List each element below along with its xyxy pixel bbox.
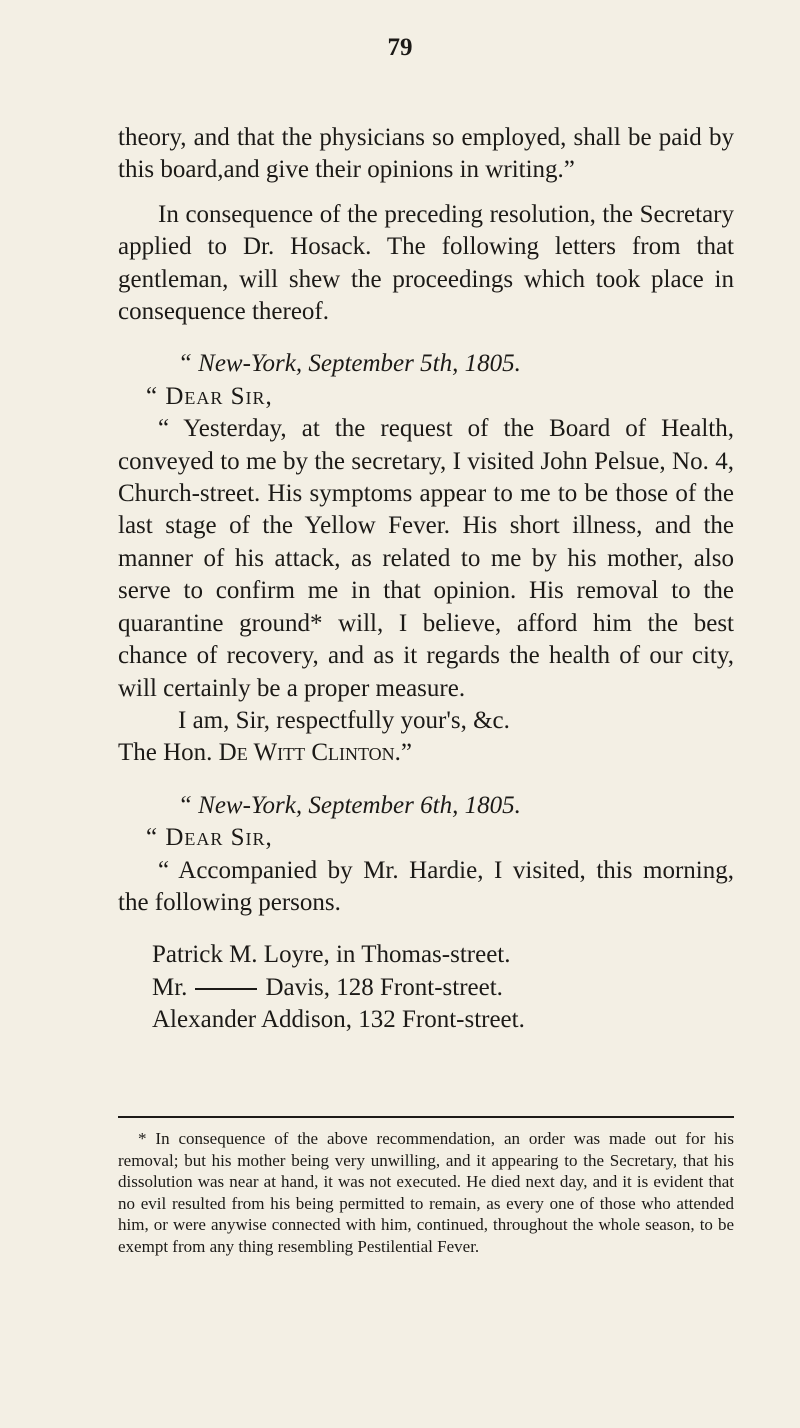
footnote-text: * In consequence of the above recommendation, an order was made out for his removal; but his mother being very unwilling, and it appearing to the Secretary, that his dissolution was near at hand, it was not executed. He died next day, and it is evident that no evil resulted from his being permitted to remain, as every one of those who attended him, or were anywise connected with him, continued, throughout the whole season, to be exempt from any thing resembling Pestilential Fever. xyxy=(118,1129,734,1256)
person-davis-prefix: Mr. xyxy=(152,973,188,1001)
footnote xyxy=(118,1128,734,1257)
letter2-dateline: “ New-York, September 6th, 1805. xyxy=(178,791,521,819)
person-davis-suffix: Davis, 128 Front-street. xyxy=(265,973,503,1001)
paragraph-consequence: In consequence of the preceding resolution, the Secretary applied to Dr. Hosack. The following letters from that gentleman, will shew the proceedings which took place in consequence thereof. xyxy=(118,200,734,326)
letter1-closing: I am, Sir, respectfully your's, &c. xyxy=(178,706,510,734)
addressee-prefix: The Hon. xyxy=(118,739,219,767)
main-text xyxy=(118,122,734,1037)
page-number: 79 xyxy=(387,34,413,61)
addressee-name: De Witt Clinton.” xyxy=(218,739,413,767)
person-addison: Alexander Addison, 132 Front-street. xyxy=(152,1006,525,1034)
person-davis xyxy=(118,972,734,1004)
letter2-salutation: “ Dear Sir, xyxy=(146,824,273,852)
letter1-addressee xyxy=(118,737,734,769)
letter1-salutation: “ Dear Sir, xyxy=(146,382,273,410)
letter1-body: “ Yesterday, at the request of the Board of Health, conveyed to me by the secretary, I visited John Pelsue, No. 4, Church-street. His symptoms appear to me to be those of the last stage of the Yellow Fever. His short illness, and the manner of his attack, as related to me by his mother, also serve to confirm me in that opinion. His removal to the quarantine ground* will, I believe, afford him the best chance of recovery, and as it regards the health of our city, will certainly be a proper measure. xyxy=(118,415,734,702)
footnote-divider xyxy=(118,1116,734,1118)
letter2-body: “ Accompanied by Mr. Hardie, I visited, this morning, the following persons. xyxy=(118,856,734,916)
person-loyre: Patrick M. Loyre, in Thomas-street. xyxy=(152,941,511,969)
paragraph-continuation: theory, and that the physicians so employed, shall be paid by this board,and give their opinions in writing.” xyxy=(118,124,734,184)
letter1-dateline: “ New-York, September 5th, 1805. xyxy=(178,350,521,378)
blank-dash xyxy=(195,988,257,990)
